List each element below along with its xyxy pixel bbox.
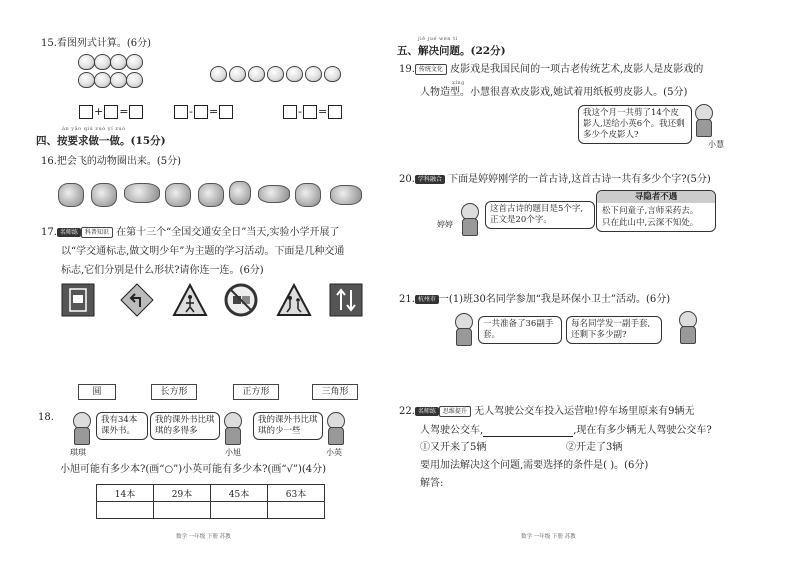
pedestrian-warning-sign[interactable] <box>172 283 206 317</box>
girl-avatar <box>452 313 474 345</box>
q22-line4: 要用加法解决这个问题,需要选择的条件是( )。(6分) <box>420 460 649 471</box>
girl-speech-bubble: 一共准备了36副手套。 <box>478 316 562 344</box>
right-footer: 数学 一年级 下册 苏教 <box>521 534 576 540</box>
answer-box[interactable] <box>219 105 233 119</box>
q22-text-1: 无人驾驶公交车投入运营啦!停车场里原来有9辆无 <box>474 406 695 417</box>
left-footer: 数学 一年级 下册 苏教 <box>176 534 231 540</box>
xiaohui-speech-bubble: 我这个月一共剪了14个皮影人,送给小英6个。我还剩多少个皮影人? <box>578 105 692 144</box>
q22-option-2[interactable]: ②开走了3辆 <box>566 442 623 453</box>
q22-line2 <box>420 424 712 437</box>
xiaohui-name: 小慧 <box>708 140 724 149</box>
equals-sign: = <box>119 105 129 118</box>
condition-blank[interactable] <box>483 426 573 437</box>
q15-equation-3[interactable] <box>283 101 342 120</box>
culture-tag: 传统文化 <box>415 64 447 75</box>
q18-table <box>96 484 325 519</box>
xiaohui-avatar <box>692 104 714 136</box>
poem-card <box>596 190 716 232</box>
shape-option-circle[interactable]: 圆 <box>78 384 116 400</box>
q18-prompt: 小旭可能有多少本?(画“○”)小英可能有多少本?(画“√”)(4分) <box>60 464 327 475</box>
q17-number: 17. <box>41 227 57 238</box>
q17-line1 <box>41 226 340 239</box>
butterfly-icon[interactable] <box>198 183 224 207</box>
fish-icon[interactable] <box>330 185 362 205</box>
table-row <box>97 485 325 502</box>
q16-animal-row <box>58 181 368 207</box>
table-cell: 45本 <box>211 485 268 502</box>
xiaoxu-speech-bubble: 我的课外书比琪琪的多得多 <box>150 412 220 440</box>
qiqi-name: 琪琪 <box>70 448 86 457</box>
equals-sign: = <box>317 105 328 118</box>
answer-box[interactable] <box>194 105 208 119</box>
q15-prompt <box>41 37 151 50</box>
q22-answer-area[interactable] <box>448 477 728 517</box>
q22-text-2b: ,现在有多少辆无人驾驶公交车? <box>573 425 712 436</box>
left-turn-sign[interactable] <box>120 283 154 317</box>
q19-line2: 人物造型。小慧很喜欢皮影戏,她试着用纸板剪皮影人。(5分) <box>420 87 688 98</box>
minus-sign: - <box>189 105 193 118</box>
subject-fusion-tag: 学科融合 <box>415 175 445 184</box>
q16-number: 16. <box>41 156 57 167</box>
no-overtaking-sign[interactable] <box>224 283 258 317</box>
q18-number: 18. <box>38 412 54 423</box>
bus-lane-sign[interactable] <box>61 283 95 317</box>
answer-cell[interactable] <box>211 502 268 519</box>
q19-number: 19. <box>399 64 415 75</box>
answer-cell[interactable] <box>268 502 325 519</box>
answer-cell[interactable] <box>154 502 211 519</box>
q15-equation-2[interactable] <box>174 101 233 120</box>
two-way-sign[interactable] <box>329 283 363 317</box>
answer-box[interactable] <box>328 105 342 119</box>
q15-text: 看图列式计算。(6分) <box>56 38 152 49</box>
q20-line1 <box>399 173 711 186</box>
q17-line3: 标志,它们分别是什么形状?请你连一连。(6分) <box>61 265 264 276</box>
q16-prompt <box>41 155 181 168</box>
answer-box[interactable] <box>303 105 317 119</box>
plus-sign: + <box>94 105 104 118</box>
q21-number: 21. <box>399 294 415 305</box>
dog-icon[interactable] <box>91 183 117 207</box>
table-cell: 63本 <box>268 485 325 502</box>
bee-icon[interactable] <box>295 183 321 207</box>
dragonfly-icon[interactable] <box>258 185 290 203</box>
minus-sign: - <box>298 105 302 118</box>
section4-pinyin: àn yāo qiú zuò yí zuò <box>62 126 126 132</box>
q15-peach-group-1 <box>78 54 158 94</box>
bird-icon[interactable] <box>58 183 84 207</box>
tingting-speech-bubble: 这首古诗的题目是5个字,正文是20个字。 <box>485 201 595 229</box>
table-cell: 14本 <box>97 485 154 502</box>
teacher-tag: 名师练 <box>57 228 81 237</box>
children-crossing-sign[interactable] <box>276 283 310 317</box>
crane-icon[interactable] <box>124 183 160 203</box>
tingting-avatar <box>458 203 480 235</box>
q16-text: 把会飞的动物圈出来。(5分) <box>56 156 182 167</box>
qiqi-avatar <box>70 412 92 444</box>
poem-title: 寻隐者不遇 <box>597 191 715 203</box>
q15-number: 15. <box>41 38 57 49</box>
q15-peach-group-2 <box>210 66 340 84</box>
shape-option-rectangle[interactable]: 长方形 <box>151 384 197 400</box>
answer-box[interactable] <box>129 105 143 119</box>
thinking-tag: 思维提升 <box>439 406 471 417</box>
xiaoying-name: 小英 <box>326 448 342 457</box>
section5-pinyin: jiě jué wèn tí <box>418 36 458 42</box>
boy-avatar <box>676 311 698 343</box>
q19-line1 <box>399 63 703 76</box>
xiaoxu-avatar <box>221 412 243 444</box>
section4-title: 四、按要求做一做。(15分) <box>36 135 166 147</box>
tiger-icon[interactable] <box>165 183 191 207</box>
q17-text-1: 在第十三个“全国交通安全日”当天,实验小学开展了 <box>116 227 340 238</box>
q22-option-1[interactable]: ①又开来了5辆 <box>420 442 487 453</box>
q19-pinyin: xíng <box>452 80 465 86</box>
tingting-name: 婷婷 <box>437 220 453 229</box>
q22-line1 <box>399 405 695 418</box>
xiaoying-speech-bubble: 我的课外书比琪琪的少一些 <box>253 412 323 440</box>
hangzhou-tag: 杭州市 <box>415 295 439 304</box>
answer-box[interactable] <box>283 105 297 119</box>
teacher-tag: 名师练 <box>415 407 439 416</box>
q19-text-1: 皮影戏是我国民间的一项古老传统艺术,皮影人是皮影戏的 <box>450 64 704 75</box>
q21-line1 <box>399 293 670 306</box>
q22-text-2a: 人驾驶公交车, <box>420 425 484 436</box>
q21-text: 一(1)班30名同学参加“我是环保小卫士”活动。(6分) <box>438 294 671 305</box>
answer-box[interactable] <box>79 105 93 119</box>
equals-sign: = <box>208 105 219 118</box>
q15-equation-1[interactable] <box>79 101 143 120</box>
q20-number: 20. <box>399 174 415 185</box>
boy-speech-bubble: 每名同学发一副手套,还剩下多少副? <box>566 316 662 344</box>
table-cell: 29本 <box>154 485 211 502</box>
answer-box[interactable] <box>174 105 188 119</box>
rabbit-icon[interactable] <box>229 181 251 205</box>
section5-title: 五、解决问题。(22分) <box>397 45 506 57</box>
xiaoying-avatar <box>324 412 346 444</box>
q17-line2: 以“学交通标志,做文明少年”为主题的学习活动。下面是几种交通 <box>61 246 345 257</box>
poem-line: 松下问童子,言师采药去。 <box>602 206 699 216</box>
science-tag: 科普知识 <box>81 227 113 238</box>
table-row[interactable] <box>97 502 325 519</box>
q22-answer-label: 解答: <box>420 478 444 489</box>
q22-number: 22. <box>399 406 415 417</box>
poem-line: 只在此山中,云深不知处。 <box>602 218 699 228</box>
q20-text: 下面是婷婷刚学的一首古诗,这首古诗一共有多少个字?(5分) <box>448 174 711 185</box>
answer-cell[interactable] <box>97 502 154 519</box>
shape-option-triangle[interactable]: 三角形 <box>312 384 358 400</box>
shape-option-square[interactable]: 正方形 <box>233 384 279 400</box>
xiaoxu-name: 小旭 <box>225 448 241 457</box>
qiqi-speech-bubble: 我有34本课外书。 <box>96 412 148 440</box>
answer-box[interactable] <box>104 105 118 119</box>
